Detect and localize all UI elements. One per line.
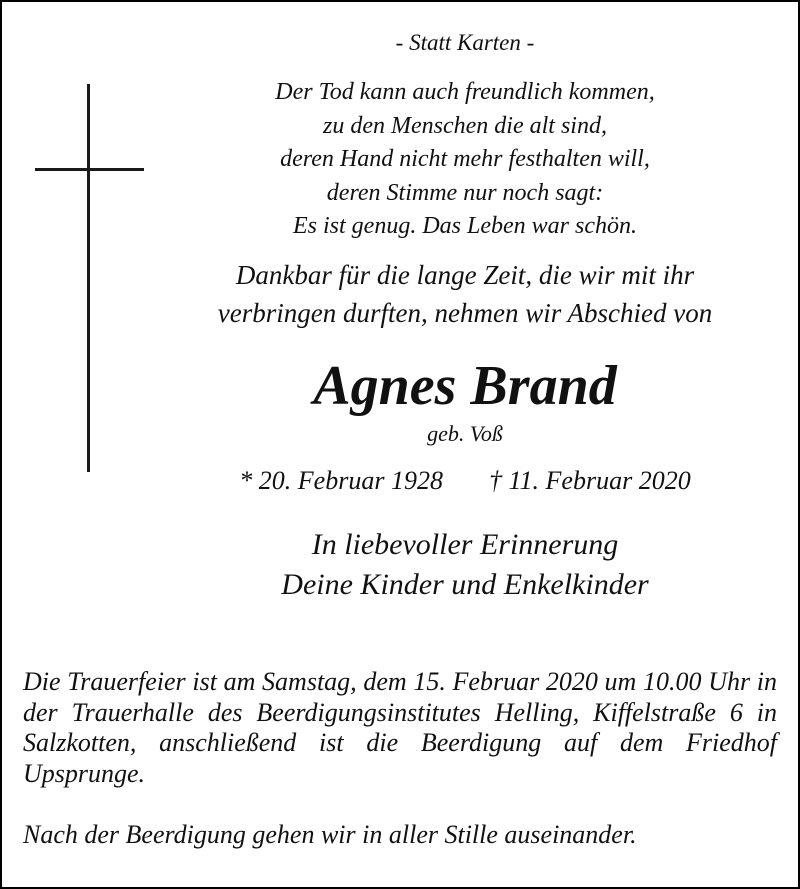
death-date: † 11. Februar 2020 [488, 466, 691, 495]
maiden-name: geb. Voß [427, 421, 503, 446]
cross-icon-vertical [87, 84, 90, 472]
funeral-info: Die Trauerfeier ist am Samstag, dem 15. Februar 2020 um 10.00 Uhr in der Trauerhalle des Beerdigungsinstitutes Helling, Kiffelstraße 6 in Salzkotten, anschließend ist die Beerdigung auf dem Friedhof Upsprunge. [23, 667, 777, 788]
deceased-name: Agnes Brand [313, 355, 617, 417]
birth-date: * 20. Februar 1928 [239, 466, 443, 495]
poem-line: Es ist genug. Das Leben war schön. [293, 213, 637, 239]
poem-line: zu den Menschen die alt sind, [323, 112, 607, 139]
memory-line: In liebevoller Erinnerung [311, 528, 619, 561]
statt-karten: - Statt Karten - [395, 30, 535, 55]
poem-line: Der Tod kann auch freundlich kommen, [275, 79, 655, 105]
poem-line: deren Stimme nur noch sagt: [326, 179, 604, 206]
gratitude-text [150, 256, 780, 332]
cross-icon-horizontal [35, 168, 144, 171]
closing-note: Nach der Beerdigung gehen wir in aller Stille auseinander. [23, 820, 637, 849]
life-dates [150, 466, 780, 496]
poem-line: deren Hand nicht mehr festhalten will, [280, 146, 650, 172]
poem [150, 76, 780, 244]
memory-line: Deine Kinder und Enkelkinder [281, 568, 649, 601]
gratitude-line: Dankbar für die lange Zeit, die wir mit ihr [235, 260, 695, 290]
gratitude-line: verbringen durften, nehmen wir Abschied von [217, 298, 713, 328]
memory-text [150, 525, 780, 605]
